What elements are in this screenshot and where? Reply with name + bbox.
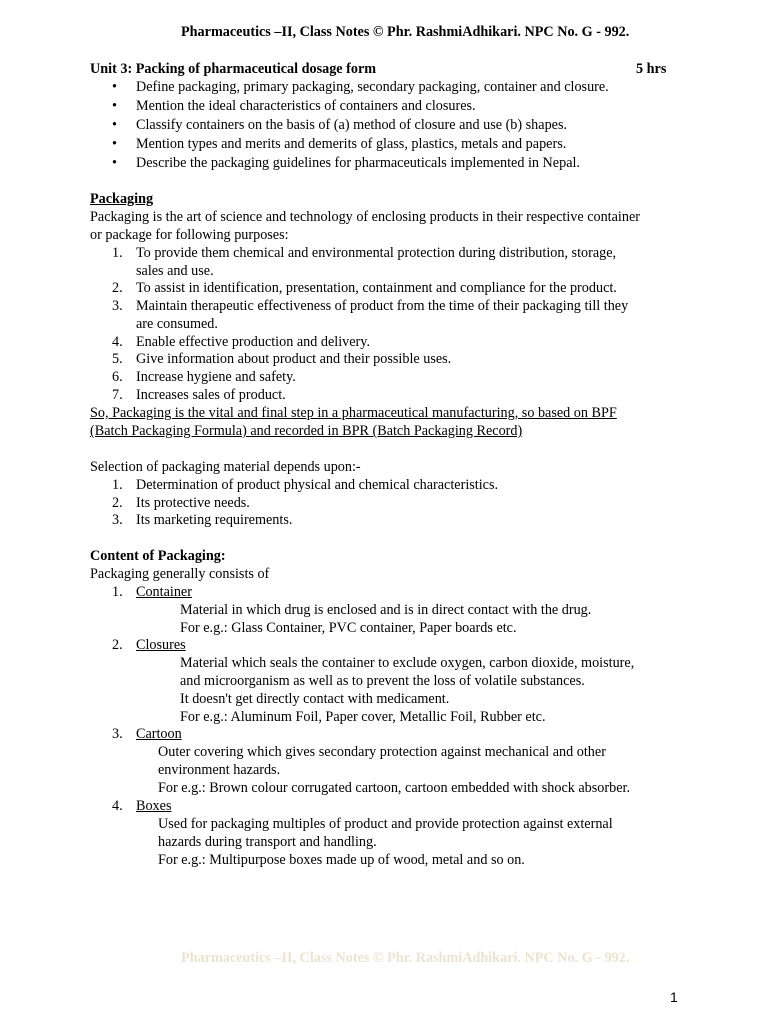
- selection-intro: Selection of packaging material depends upon:-: [90, 459, 361, 475]
- packaging-intro-line: or package for following purposes:: [90, 227, 289, 243]
- list-number: 2.: [112, 280, 123, 296]
- purpose-item-cont: sales and use.: [136, 263, 214, 279]
- bullet-marker: [112, 116, 117, 134]
- content-item-title-closures: Closures: [136, 637, 186, 653]
- content-item-title-container: Container: [136, 584, 192, 600]
- list-number: 6.: [112, 369, 123, 385]
- unit-title: Unit 3: Packing of pharmaceutical dosage form: [90, 61, 377, 77]
- list-number: 4.: [112, 334, 123, 350]
- selection-item: Its protective needs.: [136, 495, 250, 511]
- list-number: 3.: [112, 512, 123, 528]
- bullet-marker: [112, 97, 117, 115]
- purpose-item: Give information about product and their possible uses.: [136, 351, 452, 367]
- selection-item: Its marketing requirements.: [136, 512, 293, 528]
- content-item-line: and microorganism as well as to prevent the loss of volatile substances.: [180, 673, 585, 689]
- content-item-line: Material which seals the container to exclude oxygen, carbon dioxide, moisture,: [180, 655, 635, 671]
- list-number: 1.: [112, 477, 123, 493]
- content-item-line: Used for packaging multiples of product and provide protection against external: [158, 816, 613, 832]
- content-item-line: Outer covering which gives secondary protection against mechanical and other: [158, 744, 606, 760]
- unit-hours: 5 hrs: [636, 61, 667, 77]
- objective-item: Describe the packaging guidelines for pharmaceuticals implemented in Nepal.: [136, 155, 580, 171]
- purpose-item-cont: are consumed.: [136, 316, 218, 332]
- objective-item: Define packaging, primary packaging, secondary packaging, container and closure.: [136, 79, 609, 95]
- objective-item: Classify containers on the basis of (a) method of closure and use (b) shapes.: [136, 117, 568, 133]
- purpose-item: To provide them chemical and environmental protection during distribution, storage,: [136, 245, 617, 261]
- content-item-title-cartoon: Cartoon: [136, 726, 182, 742]
- list-number: 1.: [112, 245, 123, 261]
- section-heading-content: Content of Packaging:: [90, 548, 226, 564]
- page-footer: Pharmaceutics –II, Class Notes © Phr. RashmiAdhikari. NPC No. G - 992.: [181, 950, 630, 966]
- bullet-marker: [112, 78, 117, 96]
- content-item-line: hazards during transport and handling.: [158, 834, 377, 850]
- section-heading-packaging: Packaging: [90, 191, 154, 207]
- content-item-line: For e.g.: Glass Container, PVC container, Paper boards etc.: [180, 620, 517, 636]
- packaging-summary-line: So, Packaging is the vital and final step in a pharmaceutical manufacturing, so based on BPF: [90, 405, 617, 421]
- page-number: 1: [670, 989, 678, 1005]
- packaging-intro-line: Packaging is the art of science and technology of enclosing products in their respective container: [90, 209, 640, 225]
- objective-item: Mention the ideal characteristics of containers and closures.: [136, 98, 476, 114]
- purpose-item: Increases sales of product.: [136, 387, 286, 403]
- content-item-line: Material in which drug is enclosed and is in direct contact with the drug.: [180, 602, 592, 618]
- list-number: 4.: [112, 798, 123, 814]
- selection-item: Determination of product physical and chemical characteristics.: [136, 477, 499, 493]
- packaging-summary-line: (Batch Packaging Formula) and recorded in BPR (Batch Packaging Record): [90, 423, 523, 439]
- purpose-item: Increase hygiene and safety.: [136, 369, 296, 385]
- content-item-line: For e.g.: Brown colour corrugated cartoon, cartoon embedded with shock absorber.: [158, 780, 630, 796]
- list-number: 7.: [112, 387, 123, 403]
- content-item-title-boxes: Boxes: [136, 798, 172, 814]
- list-number: 2.: [112, 495, 123, 511]
- content-intro: Packaging generally consists of: [90, 566, 270, 582]
- objective-item: Mention types and merits and demerits of glass, plastics, metals and papers.: [136, 136, 567, 152]
- list-number: 5.: [112, 351, 123, 367]
- content-item-line: For e.g.: Aluminum Foil, Paper cover, Metallic Foil, Rubber etc.: [180, 709, 546, 725]
- list-number: 3.: [112, 726, 123, 742]
- purpose-item: Enable effective production and delivery.: [136, 334, 370, 350]
- content-item-line: For e.g.: Multipurpose boxes made up of wood, metal and so on.: [158, 852, 525, 868]
- list-number: 2.: [112, 637, 123, 653]
- content-item-line: environment hazards.: [158, 762, 281, 778]
- purpose-item: Maintain therapeutic effectiveness of product from the time of their packaging till they: [136, 298, 629, 314]
- purpose-item: To assist in identification, presentation, containment and compliance for the product.: [136, 280, 617, 296]
- list-number: 1.: [112, 584, 123, 600]
- list-number: 3.: [112, 298, 123, 314]
- content-item-line: It doesn't get directly contact with medicament.: [180, 691, 450, 707]
- bullet-marker: [112, 135, 117, 153]
- bullet-marker: [112, 154, 117, 172]
- page-header: Pharmaceutics –II, Class Notes © Phr. RashmiAdhikari. NPC No. G - 992.: [181, 24, 630, 40]
